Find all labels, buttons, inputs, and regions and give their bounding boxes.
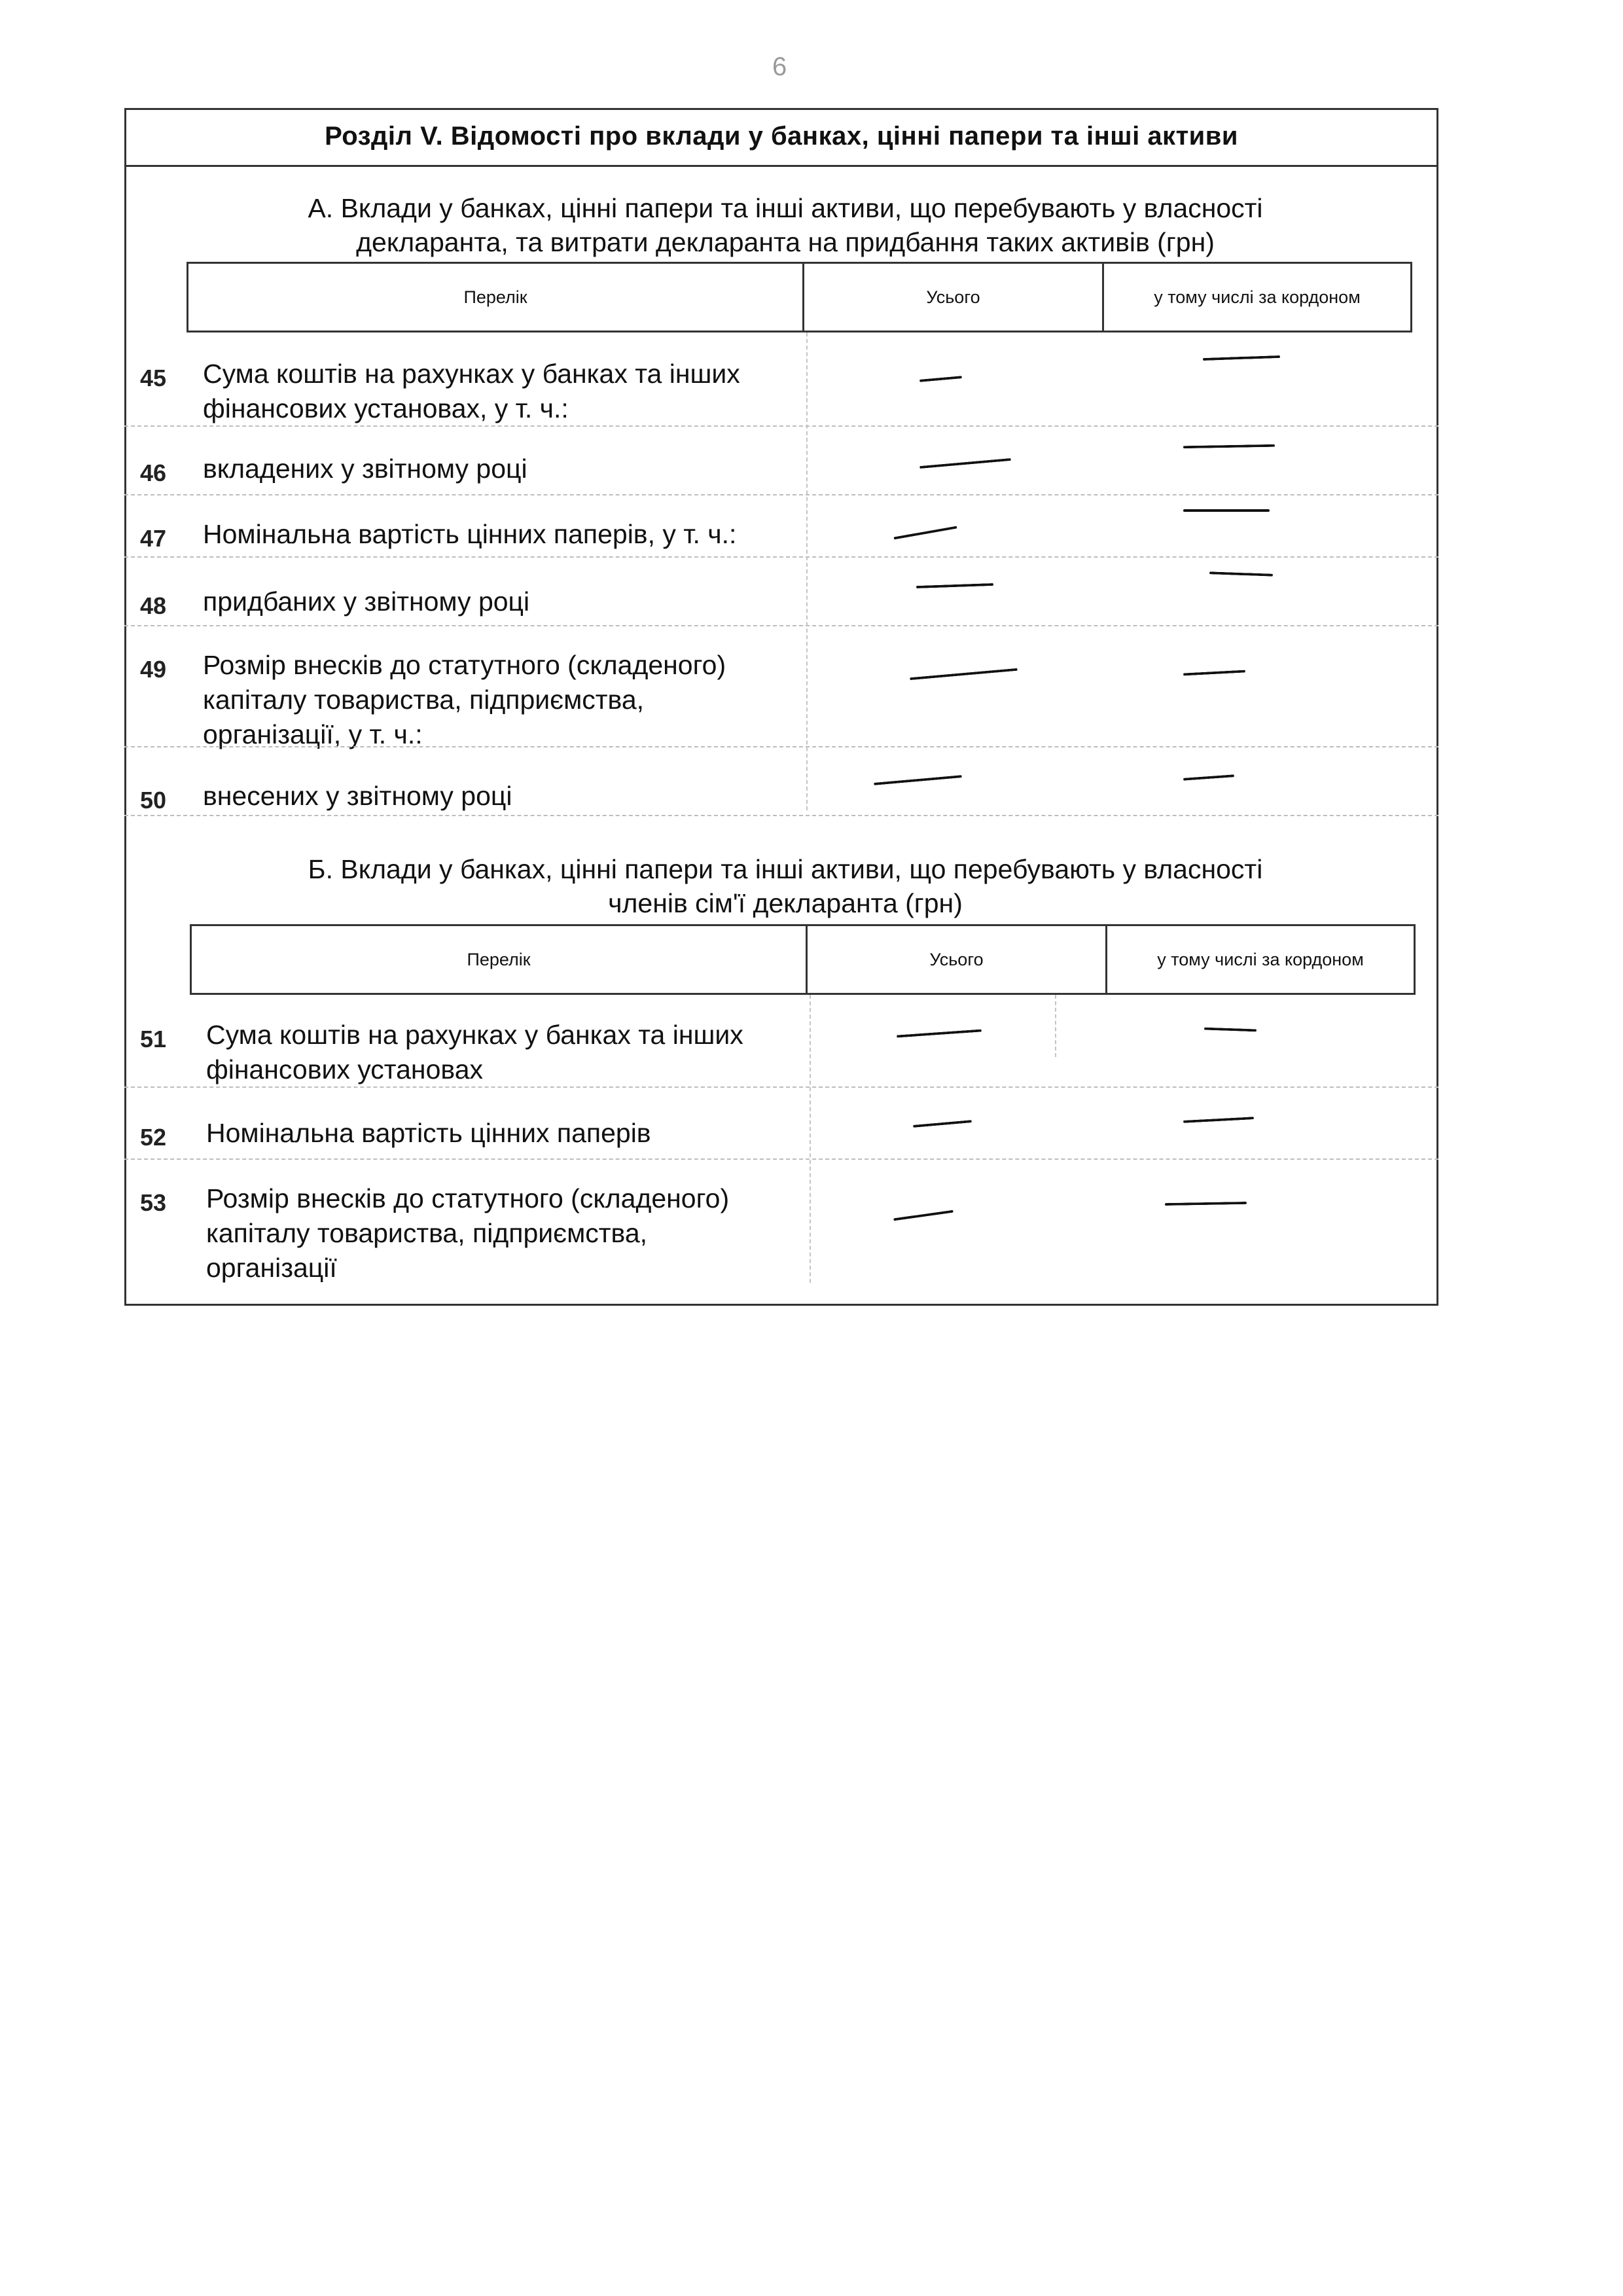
header-total: Усього xyxy=(802,264,1102,331)
row-number: 53 xyxy=(140,1189,167,1216)
table-row xyxy=(124,1018,1438,1090)
table-row xyxy=(124,1116,1438,1162)
empty-abroad-dash xyxy=(1183,509,1270,512)
part-b-title-line2: членів сім'ї декларанта (грн) xyxy=(608,888,963,918)
header-list: Перелік xyxy=(463,287,527,307)
header-abroad: у тому числі за кордоном xyxy=(1105,926,1414,993)
empty-total-dash xyxy=(919,376,962,382)
header-abroad: у тому числі за кордоном xyxy=(1102,264,1410,331)
table-row xyxy=(124,1181,1438,1286)
section-title: Розділ V. Відомості про вклади у банках, цінні папери та інші активи xyxy=(325,122,1238,151)
empty-total-dash xyxy=(897,1029,982,1037)
table-row xyxy=(124,779,1438,818)
row-separator xyxy=(124,815,1438,816)
empty-total-dash xyxy=(919,458,1011,469)
row-label: вкладених у звітному році xyxy=(203,454,527,484)
part-a-title-line2: декларанта, та витрати декларанта на придбання таких активів (грн) xyxy=(356,227,1215,257)
header-total: Усього xyxy=(806,926,1105,993)
empty-total-dash xyxy=(893,1210,954,1221)
row-separator xyxy=(124,746,1438,747)
empty-total-dash xyxy=(910,668,1018,680)
row-label: Сума коштів на рахунках у банках та інших фінансових установах xyxy=(206,1020,743,1085)
row-label: Розмір внесків до статутного (складеного) капіталу товариства, підприємства, організації, у т. ч.: xyxy=(203,650,726,749)
row-number: 51 xyxy=(140,1026,167,1052)
part-a-title xyxy=(196,191,1374,259)
table-row xyxy=(124,357,1438,429)
empty-total-dash xyxy=(893,526,957,540)
row-separator xyxy=(124,1086,1438,1088)
row-number: 45 xyxy=(140,365,167,391)
empty-abroad-dash xyxy=(1203,355,1280,361)
row-label: Номінальна вартість цінних паперів, у т. ч.: xyxy=(203,519,737,549)
empty-total-dash xyxy=(916,583,993,588)
row-separator xyxy=(124,625,1438,626)
row-number: 46 xyxy=(140,459,167,486)
empty-abroad-dash xyxy=(1165,1202,1247,1206)
row-number: 48 xyxy=(140,592,167,619)
part-a-header-table xyxy=(187,262,1412,332)
row-separator xyxy=(124,425,1438,427)
row-number: 47 xyxy=(140,525,167,552)
table-row xyxy=(124,648,1438,756)
row-label: Номінальна вартість цінних паперів xyxy=(206,1118,651,1148)
row-separator xyxy=(124,556,1438,558)
table-row xyxy=(124,517,1438,563)
table-row xyxy=(124,584,1438,630)
section-header xyxy=(124,108,1438,167)
row-separator xyxy=(124,494,1438,495)
table-row xyxy=(124,452,1438,497)
page-number: 6 xyxy=(772,52,787,81)
row-number: 52 xyxy=(140,1124,167,1151)
empty-abroad-dash xyxy=(1204,1028,1257,1032)
header-list: Перелік xyxy=(467,949,531,969)
row-label: Розмір внесків до статутного (складеного) капіталу товариства, підприємства, організації xyxy=(206,1183,730,1283)
row-label: придбаних у звітному році xyxy=(203,586,530,617)
part-b-title xyxy=(196,852,1374,920)
row-label: Сума коштів на рахунках у банках та інших фінансових установах, у т. ч.: xyxy=(203,359,740,423)
part-b-title-line1: Б. Вклади у банках, цінні папери та інші активи, що перебувають у власності xyxy=(308,854,1263,884)
row-number: 50 xyxy=(140,787,167,814)
empty-total-dash xyxy=(913,1120,972,1128)
empty-abroad-dash xyxy=(1183,1117,1254,1123)
row-separator xyxy=(124,1158,1438,1160)
part-b-header-table xyxy=(190,924,1416,995)
empty-abroad-dash xyxy=(1183,670,1245,676)
row-label: внесених у звітному році xyxy=(203,781,512,811)
part-a-title-line1: А. Вклади у банках, цінні папери та інші активи, що перебувають у власності xyxy=(308,193,1263,223)
row-number: 49 xyxy=(140,656,167,683)
